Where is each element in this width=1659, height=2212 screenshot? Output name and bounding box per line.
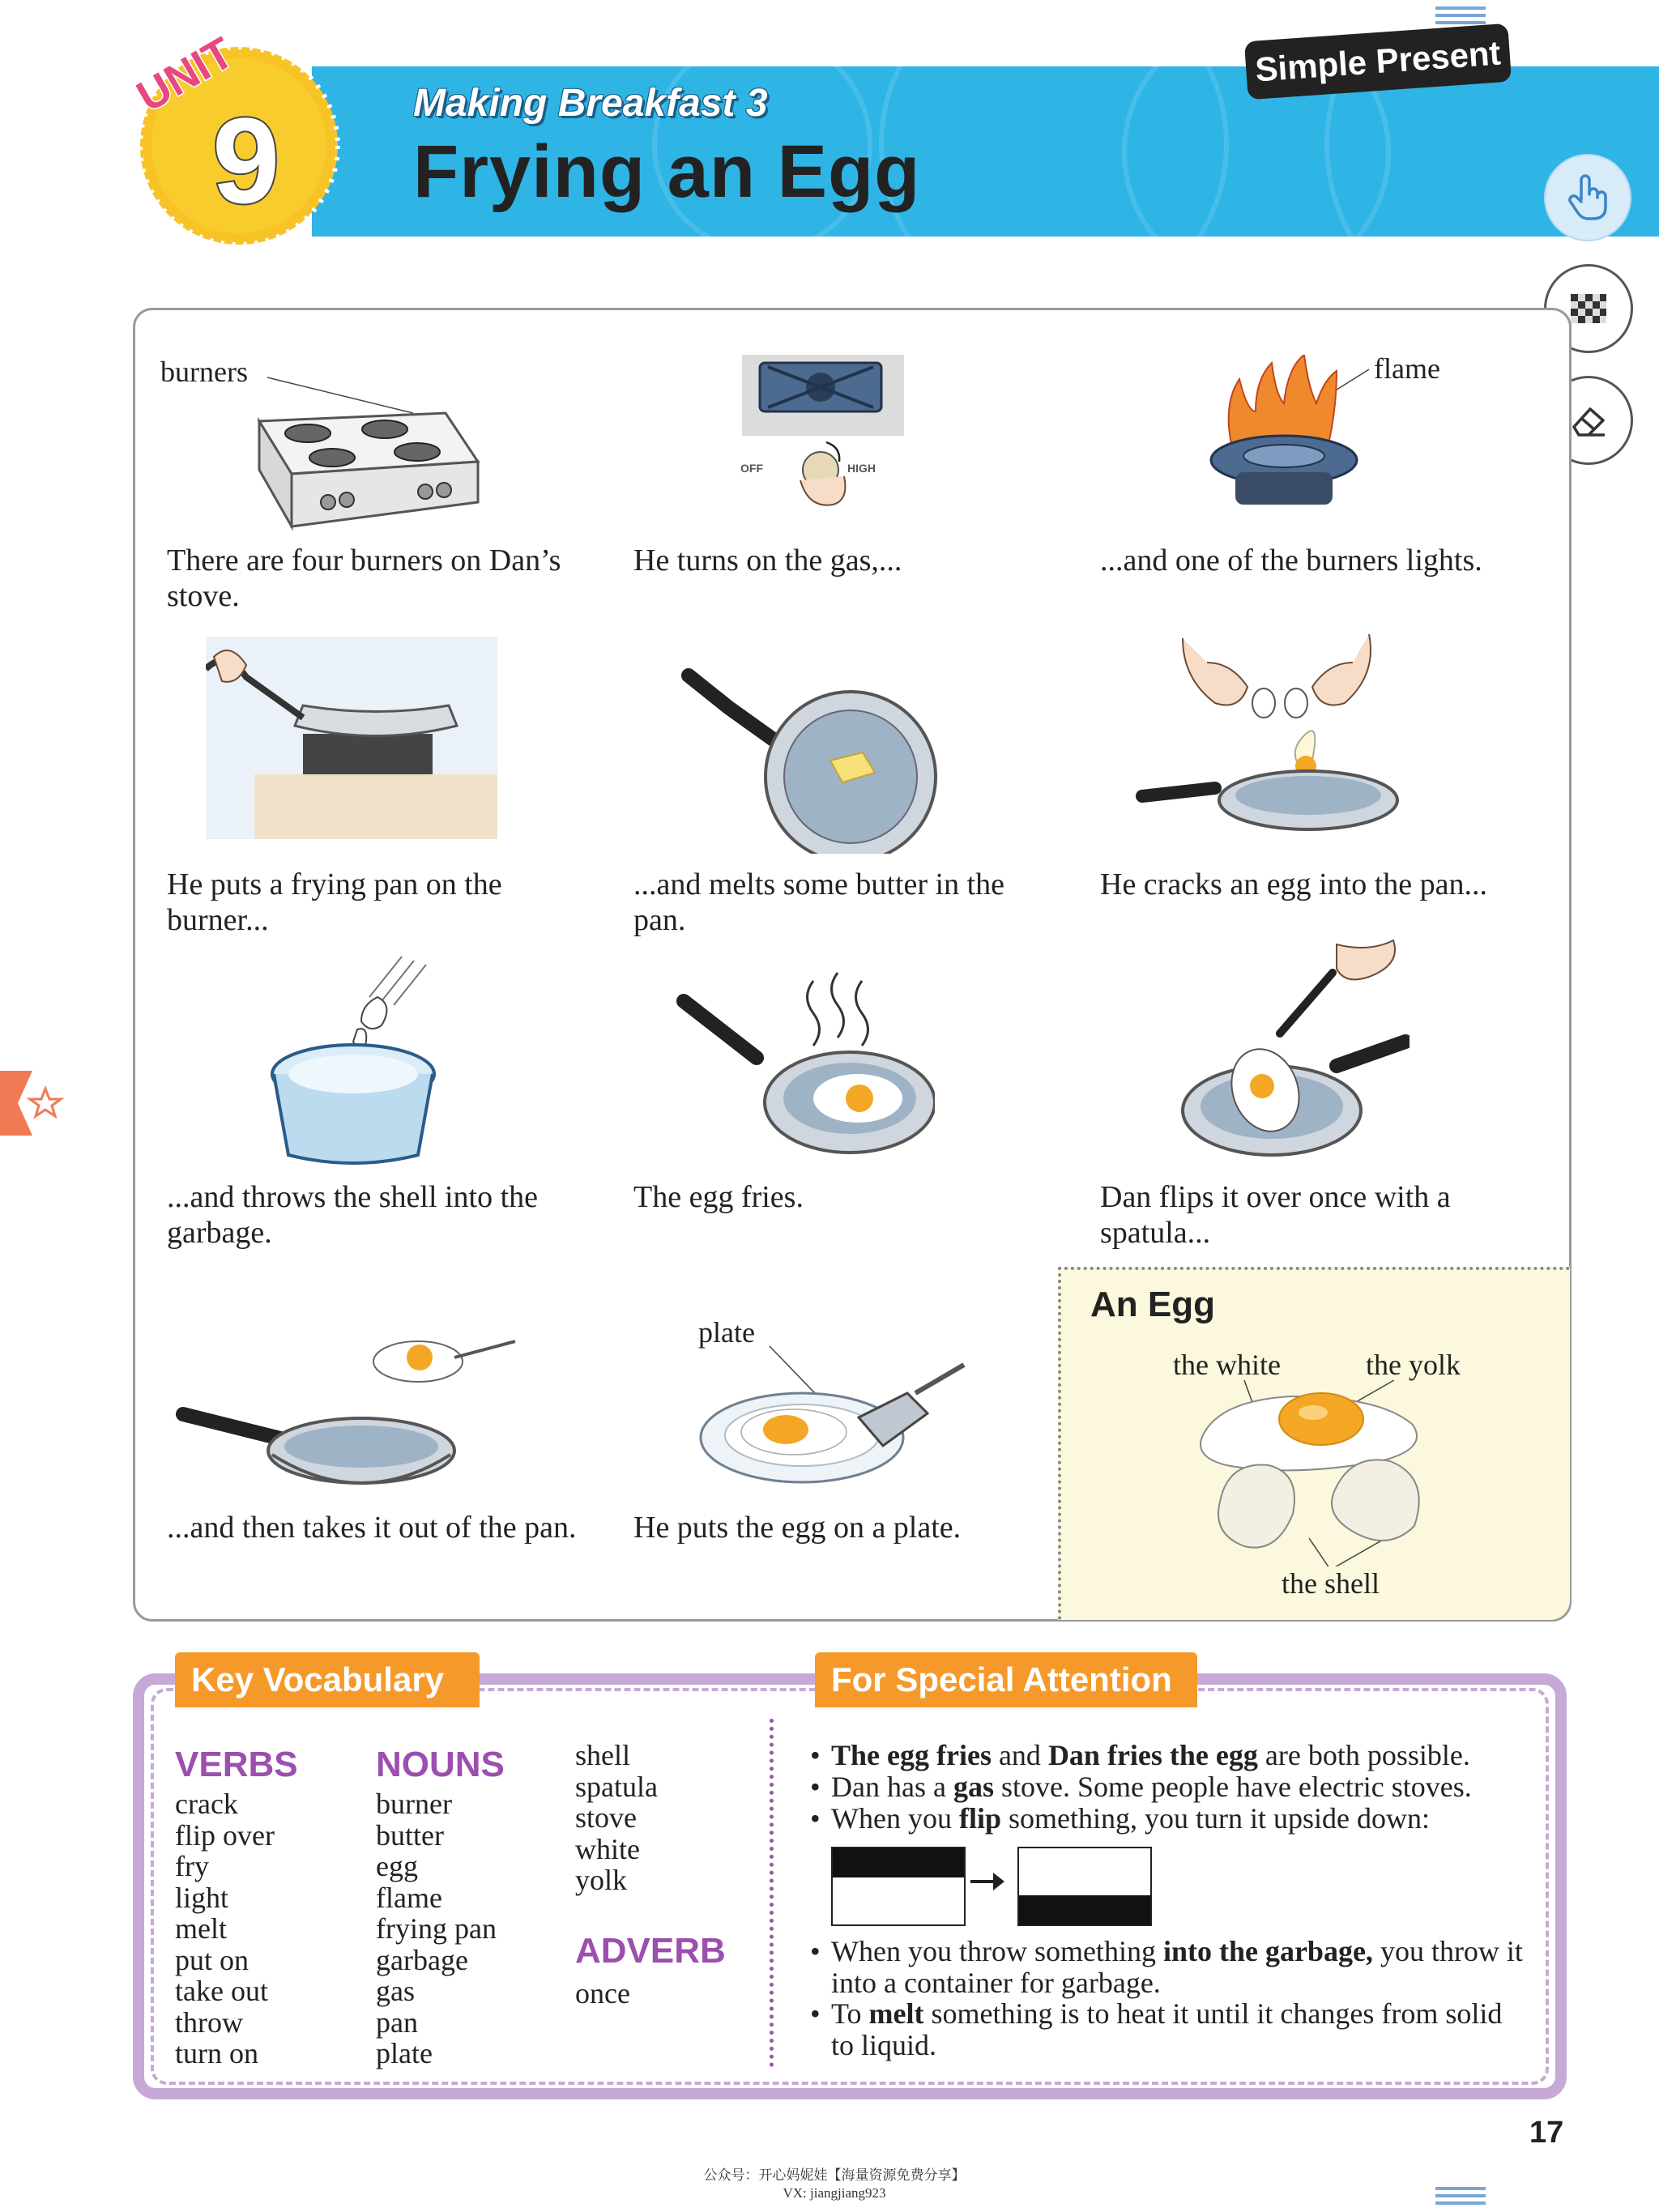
- pan-on-burner-illustration: [206, 637, 497, 839]
- label-plate: plate: [698, 1316, 755, 1349]
- column-divider: [770, 1719, 774, 2067]
- vocab-word: fry: [175, 1850, 209, 1882]
- verbs-list: [175, 1788, 275, 2069]
- adverb-list: [575, 1978, 630, 2010]
- step-caption: The egg fries.: [633, 1180, 804, 1214]
- page-title: Frying an Egg: [413, 130, 921, 213]
- page-number: 17: [1529, 2116, 1564, 2150]
- vocab-word: crack: [175, 1788, 238, 1820]
- flip-before-box: [831, 1847, 966, 1926]
- vocab-word: frying pan: [376, 1912, 497, 1945]
- vocab-word: gas: [376, 1975, 415, 2007]
- label-the-white: the white: [1173, 1349, 1281, 1381]
- attention-bullet: • When you flip something, you turn it upside down:: [810, 1802, 1430, 1835]
- vocab-word: burner: [376, 1788, 452, 1820]
- vocab-word: stove: [575, 1801, 637, 1834]
- egg-parts-illustration: [1196, 1380, 1455, 1566]
- footer-line: 公众号：开心妈妮娃【海量资源免费分享】: [703, 2167, 966, 2183]
- garbage-can-illustration: [264, 953, 458, 1171]
- step-caption: ...and then takes it out of the pan.: [167, 1511, 577, 1545]
- unit-badge: [122, 24, 348, 251]
- step-caption: There are four burners on Dan’s stove.: [167, 543, 561, 613]
- vocab-word: put on: [175, 1943, 249, 1976]
- verbs-heading: VERBS: [175, 1745, 298, 1784]
- knob-off-label: OFF: [740, 462, 763, 475]
- vocab-word: melt: [175, 1912, 227, 1945]
- nouns-heading: NOUNS: [376, 1745, 505, 1784]
- vocab-word: once: [575, 1977, 630, 2010]
- hand-pointer-icon: [1567, 173, 1609, 222]
- footer-line: VX: jiangjiang923: [783, 2185, 886, 2201]
- vocab-word: egg: [376, 1850, 418, 1882]
- step-caption: ...and one of the burners lights.: [1100, 543, 1482, 578]
- bottom-menu-lines-icon[interactable]: [1435, 2187, 1486, 2209]
- knob-high-label: HIGH: [847, 462, 876, 475]
- label-flame: flame: [1374, 352, 1440, 385]
- vocab-word: throw: [175, 2005, 243, 2039]
- vocab-word: spatula: [575, 1770, 658, 1803]
- unit-number: 9: [212, 92, 280, 228]
- frying-egg-illustration: [676, 969, 935, 1163]
- bullet-dot: •: [810, 1997, 821, 2030]
- vocab-word: flip over: [175, 1818, 275, 1852]
- vocab-word: shell: [575, 1739, 630, 1771]
- vocab-word: pan: [376, 2005, 418, 2039]
- step-caption: He puts a frying pan on the burner...: [167, 867, 502, 937]
- attention-bullet: • When you throw something into the garbage, you throw it into a container for garbage.: [810, 1935, 1523, 1999]
- vocab-word: garbage: [376, 1943, 468, 1976]
- grammar-tag: Simple Present: [1244, 23, 1512, 100]
- bookmark-star-icon[interactable]: [0, 1071, 73, 1136]
- vocab-word: flame: [376, 1881, 442, 1914]
- vocab-word: light: [175, 1881, 229, 1914]
- bullet-dot: •: [810, 1935, 821, 1967]
- vocab-word: butter: [376, 1818, 444, 1852]
- right-arrow-icon: [969, 1869, 1006, 1894]
- attention-bullet: • To melt something is to heat it until it changes from solid to liquid.: [810, 1997, 1503, 2061]
- nouns-list: [376, 1788, 497, 2069]
- step-caption: ...and throws the shell into the garbage.: [167, 1180, 539, 1250]
- flip-after-box: [1017, 1847, 1152, 1926]
- vocab-word: turn on: [175, 2037, 258, 2069]
- label-the-yolk: the yolk: [1366, 1349, 1461, 1381]
- footer-text: [689, 2167, 980, 2202]
- flame-illustration: [1199, 355, 1377, 525]
- step-caption: He puts the egg on a plate.: [633, 1511, 962, 1545]
- checker-pattern-icon: [1566, 286, 1611, 331]
- nouns-list-continued: [575, 1740, 658, 1896]
- attention-bullet: • The egg fries and Dan fries the egg are both possible.: [810, 1739, 1470, 1771]
- hand-pointer-button[interactable]: [1544, 154, 1631, 241]
- vocab-word: take out: [175, 1975, 268, 2007]
- unit-word: UNIT: [129, 28, 242, 121]
- step-caption: He turns on the gas,...: [633, 543, 902, 578]
- attention-bullet: • Dan has a gas stove. Some people have electric stoves.: [810, 1771, 1472, 1803]
- label-burners: burners: [160, 356, 248, 388]
- adverb-heading: ADVERB: [575, 1931, 726, 1971]
- vocab-word: yolk: [575, 1864, 628, 1896]
- egg-on-plate-illustration: [697, 1345, 972, 1490]
- lesson-subtitle: Making Breakfast 3: [413, 82, 768, 125]
- butter-pan-illustration: [680, 659, 948, 854]
- flipping-egg-illustration: [1175, 936, 1410, 1179]
- label-the-shell: the shell: [1282, 1567, 1380, 1600]
- key-vocabulary-tab: Key Vocabulary: [175, 1652, 480, 1707]
- special-attention-tab: For Special Attention: [815, 1652, 1197, 1707]
- egg-box-title: An Egg: [1090, 1285, 1215, 1324]
- step-caption: He cracks an egg into the pan...: [1100, 867, 1487, 901]
- gas-knob-illustration: [736, 347, 914, 517]
- step-caption: ...and melts some butter in the pan.: [633, 867, 1005, 937]
- vocab-word: plate: [376, 2037, 433, 2069]
- eraser-icon: [1566, 398, 1611, 443]
- vocab-word: white: [575, 1832, 640, 1865]
- bullet-dot: •: [810, 1802, 821, 1835]
- lifting-egg-illustration: [175, 1325, 523, 1511]
- bullet-dot: •: [810, 1739, 821, 1771]
- menu-lines-icon[interactable]: [1435, 6, 1486, 28]
- step-caption: Dan flips it over once with a spatula...: [1100, 1180, 1451, 1250]
- bullet-dot: •: [810, 1771, 821, 1803]
- cracking-egg-illustration: [1134, 622, 1410, 857]
- stove-illustration: [243, 373, 486, 535]
